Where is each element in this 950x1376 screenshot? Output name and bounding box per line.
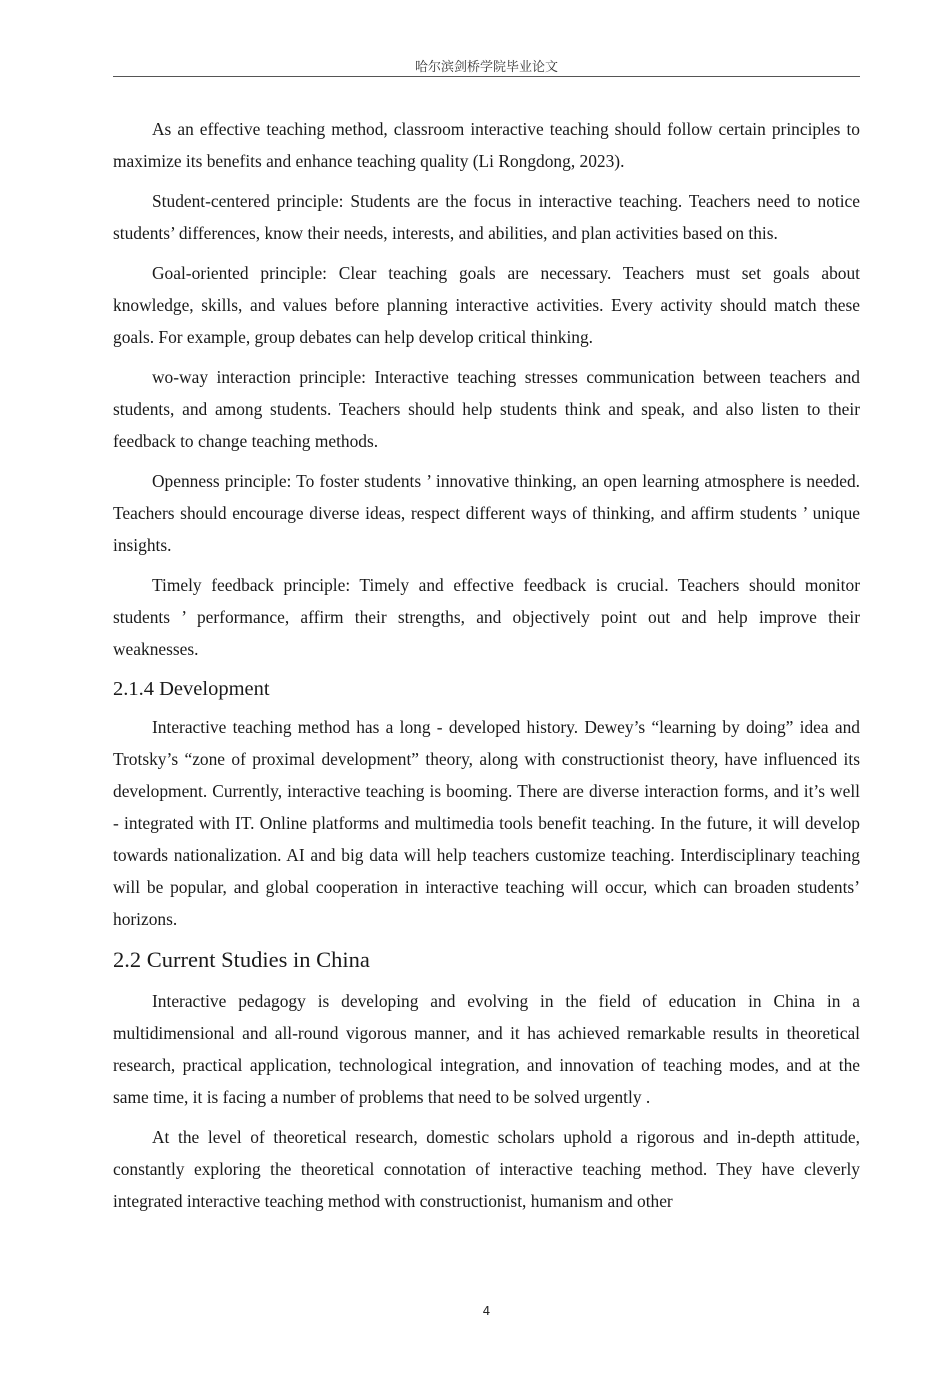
paragraph-openness-principle: Openness principle: To foster students ’ innovative thinking, an open learning atmosphere is needed. Teachers should encourage diverse ideas, respect different ways of thinking, and affirm students ’ unique insights. [113,471,860,555]
running-header: 哈尔滨剑桥学院毕业论文 [414,60,558,75]
page-body [113,113,860,1225]
paragraph-goal-oriented-principle: Goal-oriented principle: Clear teaching goals are necessary. Teachers must set goals about knowledge, skills, and values before planning interactive activities. Every activity should match these goals. For example, group debates can help develop critical thinking. [113,263,860,347]
paragraph-intro: As an effective teaching method, classroom interactive teaching should follow certain principles to maximize its benefits and enhance teaching quality (Li Rongdong, 2023). [113,119,860,171]
paragraph-current-studies: Interactive pedagogy is developing and evolving in the field of education in China in a multidimensional and all-round vigorous manner, and it has achieved remarkable results in theoretical research, practical application, technological integration, and innovation of teaching modes, and at the same time, it is facing a number of problems that need to be solved urgently . [113,991,860,1107]
section-heading-development: 2.1.4 Development [113,678,270,700]
paragraph-two-way-interaction-principle: wo-way interaction principle: Interactive teaching stresses communication between teachers and students, and among students. Teachers should help students think and speak, and also listen to their feedback to change teaching methods. [113,367,860,451]
header-divider [113,76,860,77]
paragraph-timely-feedback-principle: Timely feedback principle: Timely and effective feedback is crucial. Teachers should monitor students ’ performance, affirm their strengths, and objectively point out and help improve their weaknesses. [113,575,860,659]
paragraph-theoretical-research: At the level of theoretical research, domestic scholars uphold a rigorous and in-depth attitude, constantly exploring the theoretical connotation of interactive teaching method. They have cleverly integrated interactive teaching method with constructionist, humanism and other [113,1127,860,1211]
paragraph-development: Interactive teaching method has a long - developed history. Dewey’s “learning by doing” idea and Trotsky’s “zone of proximal development” theory, along with constructionist theory, have influenced its development. Currently, interactive teaching is booming. There are diverse interaction forms, and it’s well - integrated with IT. Online platforms and multimedia tools benefit teaching. In the future, it will develop towards nationalization. AI and big data will help teachers customize teaching. Interdisciplinary teaching will be popular, and global cooperation in interactive teaching will occur, which can broaden students’ horizons. [113,717,860,929]
paragraph-student-centered-principle: Student-centered principle: Students are the focus in interactive teaching. Teachers need to notice students’ differences, know their needs, interests, and abilities, and plan activities based on this. [113,191,860,243]
section-heading-current-studies: 2.2 Current Studies in China [113,947,370,972]
page-number: 4 [482,1304,491,1318]
